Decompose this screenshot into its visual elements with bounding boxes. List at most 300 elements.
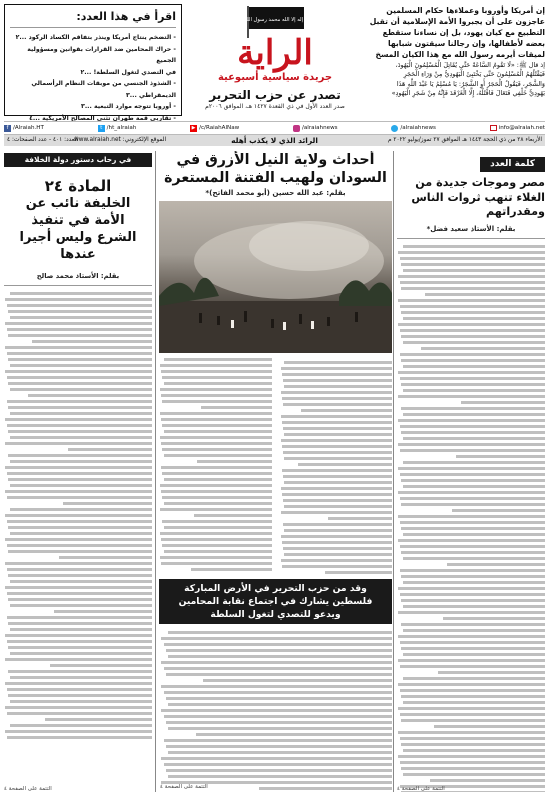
text-line: [398, 275, 545, 278]
text-line: [164, 715, 392, 718]
text-line: [403, 605, 545, 608]
text-line: [401, 623, 545, 626]
text-line: [161, 709, 392, 712]
text-line: [400, 257, 545, 260]
text-line: [164, 382, 272, 385]
text-line: [400, 545, 545, 548]
social-link[interactable]: /alraiahnews: [293, 125, 338, 132]
text-line: [5, 634, 152, 637]
text-line: [161, 394, 271, 397]
text-line: [10, 316, 152, 319]
text-line: [284, 457, 392, 460]
text-line: [161, 418, 271, 421]
text-line: [166, 769, 392, 772]
text-line: [164, 478, 272, 481]
text-line: [161, 538, 271, 541]
text-line: [10, 460, 152, 463]
text-line: [161, 757, 392, 760]
text-line: [438, 671, 545, 674]
text-line: [160, 364, 271, 367]
toc-item: - تقاربي قمة طهران تثني المصالح الأمريكية ...٤: [29, 114, 176, 122]
text-line: [10, 652, 152, 655]
text-line: [8, 598, 152, 601]
text-line: [5, 658, 152, 661]
text-line: [400, 449, 545, 452]
text-line: [403, 653, 545, 656]
text-line: [160, 436, 271, 439]
text-line: [284, 433, 392, 436]
text-line: [164, 691, 392, 694]
text-line: [281, 511, 392, 514]
text-line: [28, 394, 152, 397]
text-line: [282, 493, 392, 496]
text-line: [168, 655, 392, 658]
text-line: [398, 371, 545, 374]
text-line: [7, 520, 152, 523]
text-line: [8, 622, 152, 625]
text-line: [164, 358, 272, 361]
left-byline: بقلم: الأستاذ محمد صالح: [36, 272, 120, 280]
text-line: [191, 568, 272, 571]
toc-list: [10, 32, 176, 124]
text-line: [283, 427, 392, 430]
text-line: [401, 767, 545, 770]
text-line: [284, 529, 392, 532]
text-line: [400, 353, 545, 356]
text-line: [282, 469, 392, 472]
text-line: [401, 407, 545, 410]
text-line: [398, 707, 545, 710]
social-link[interactable]: /alraiahnews: [391, 125, 436, 132]
text-line: [10, 292, 152, 295]
center-article-body: [159, 358, 392, 575]
first-issue: صدر العدد الأول في ذي القعدة ١٤٢٧ هـ، الموافق ٢٠٠٦م: [205, 103, 345, 110]
text-line: [8, 310, 152, 313]
text-line: [403, 485, 545, 488]
text-line: [301, 409, 392, 412]
text-line: [7, 712, 152, 715]
text-line: [59, 556, 152, 559]
text-line: [400, 737, 545, 740]
text-line: [162, 424, 271, 427]
text-line: [281, 559, 392, 562]
text-line: [68, 448, 152, 451]
center-sub-article-body: [159, 628, 392, 792]
text-line: [54, 610, 152, 613]
text-line: [443, 617, 545, 620]
text-line: [400, 569, 545, 572]
text-line: [298, 463, 393, 466]
text-line: [7, 328, 152, 331]
center-byline: بقلم: عبد الله حسين (أبو محمد الفاتح)*: [205, 188, 346, 197]
text-line: [8, 334, 152, 337]
text-line: [10, 532, 152, 535]
text-line: [400, 473, 545, 476]
text-line: [166, 697, 392, 700]
text-line: [63, 502, 152, 505]
text-line: [160, 556, 271, 559]
mail-icon: [490, 125, 497, 131]
text-line: [400, 761, 545, 764]
text-line: [160, 484, 271, 487]
text-line: [7, 304, 152, 307]
intro-text: [340, 5, 545, 60]
text-line: [161, 562, 271, 565]
text-line: [281, 487, 392, 490]
masthead-subtitle: جريدة سياسية أسبوعية: [217, 72, 333, 83]
text-line: [447, 563, 545, 566]
text-line: [161, 370, 271, 373]
text-line: [10, 580, 152, 583]
text-line: [8, 694, 152, 697]
text-line: [161, 637, 392, 640]
text-line: [8, 646, 152, 649]
text-line: [403, 581, 545, 584]
text-line: [403, 413, 545, 416]
text-line: [7, 688, 152, 691]
text-line: [5, 562, 152, 565]
text-line: [5, 490, 152, 493]
section-label: كلمة العدد: [480, 157, 545, 172]
text-line: [284, 553, 392, 556]
text-line: [10, 484, 152, 487]
text-line: [461, 401, 545, 404]
intro-box: [340, 5, 545, 118]
social-link[interactable]: t /ht_alraiah: [98, 125, 137, 132]
text-line: [403, 341, 545, 344]
text-line: [10, 412, 152, 415]
text-line: [400, 665, 545, 668]
text-line: [197, 460, 271, 463]
text-line: [401, 431, 545, 434]
text-line: [401, 503, 545, 506]
text-line: [10, 604, 152, 607]
text-line: [8, 382, 152, 385]
text-line: [162, 544, 271, 547]
masthead: [190, 4, 360, 119]
text-line: [10, 628, 152, 631]
smoke-scene: [159, 201, 392, 353]
text-line: [8, 454, 152, 457]
text-line: [284, 385, 392, 388]
dateline-issue: العدد: ٤٠١ - عدد الصفحات: ٤: [7, 137, 78, 143]
text-line: [10, 364, 152, 367]
text-line: [400, 377, 545, 380]
text-line: [168, 703, 392, 706]
text-line: [284, 361, 392, 364]
text-line: [281, 391, 392, 394]
masthead-title: الراية: [237, 33, 313, 73]
text-line: [10, 436, 152, 439]
text-line: [282, 445, 392, 448]
text-line: [5, 418, 152, 421]
toc-item: - التضخم ينتاج أمريكا وينذر بتفاقم الكساد الركود ...٢: [15, 34, 176, 41]
text-line: [162, 472, 271, 475]
text-line: [282, 373, 392, 376]
text-line: [164, 763, 392, 766]
text-line: [7, 496, 152, 499]
right-column: [397, 151, 545, 792]
center-headline: أحداث ولاية النيل الأزرق في السودان ولهيب الفتنة المستعرة: [164, 152, 387, 186]
text-line: [398, 587, 545, 590]
hadith-text: [340, 61, 545, 99]
text-line: [283, 379, 392, 382]
text-line: [7, 472, 152, 475]
dateline-bar: [4, 135, 545, 146]
social-link[interactable]: f /Alraiah.HT: [4, 125, 44, 132]
text-line: [162, 496, 271, 499]
text-line: [425, 293, 545, 296]
text-line: [284, 481, 392, 484]
text-line: [400, 593, 545, 596]
text-line: [283, 499, 392, 502]
text-line: [401, 383, 545, 386]
text-line: [403, 773, 545, 776]
text-line: [8, 670, 152, 673]
text-line: [7, 424, 152, 427]
text-line: [7, 376, 152, 379]
text-line: [50, 664, 152, 667]
hadith-line: إذ قال ﷺ: «لَا تَقُومُ السَّاعَةُ حَتَّى يُقَاتِلَ الْمُسْلِمُونَ الْيَهُودَ،: [395, 61, 545, 69]
text-line: [8, 526, 152, 529]
text-line: [398, 611, 545, 614]
text-line: [160, 508, 271, 511]
text-line: [168, 751, 392, 754]
text-line: [401, 335, 545, 338]
text-line: [398, 539, 545, 542]
text-line: [281, 367, 392, 370]
text-line: [400, 689, 545, 692]
text-line: [283, 403, 392, 406]
text-line: [398, 755, 545, 758]
text-line: [5, 514, 152, 517]
text-line: [168, 775, 392, 778]
text-line: [32, 340, 152, 343]
text-line: [434, 725, 545, 728]
text-line: [400, 281, 545, 284]
text-line: [403, 557, 545, 560]
text-line: [164, 643, 392, 646]
text-line: [5, 346, 152, 349]
text-line: [8, 358, 152, 361]
text-line: [166, 649, 392, 652]
text-line: [401, 695, 545, 698]
text-line: [282, 421, 392, 424]
text-line: [5, 730, 152, 733]
text-line: [8, 406, 152, 409]
center-sub-box: [159, 579, 392, 624]
text-line: [7, 736, 152, 739]
text-line: [401, 263, 545, 266]
text-line: [398, 323, 545, 326]
text-line: [164, 550, 272, 553]
text-line: [7, 544, 152, 547]
text-line: [401, 719, 545, 722]
text-line: [281, 415, 392, 418]
text-line: [282, 397, 392, 400]
text-line: [259, 787, 392, 790]
right-headline: مصر وموجات جديدة من الغلاء تنهب ثروات الناس ومقدراتهم: [411, 176, 545, 218]
text-line: [400, 521, 545, 524]
intro-line: بعضه لأطفالها، وإن رجالنا سيقتون شبابها: [388, 39, 545, 48]
text-line: [430, 779, 545, 782]
text-line: [5, 466, 152, 469]
center-sub-headline: وقد من حزب التحرير في الأرض المباركة فلسطين يشارك في اجتماع نقابة المحامين ويدعو للتصدي لتغول السلطة: [178, 583, 373, 620]
text-line: [162, 376, 271, 379]
text-line: [10, 724, 152, 727]
text-line: [400, 713, 545, 716]
text-line: [166, 673, 392, 676]
text-line: [203, 679, 392, 682]
text-line: [164, 739, 392, 742]
text-line: [164, 454, 272, 457]
text-line: [164, 430, 272, 433]
text-line: [7, 640, 152, 643]
left-section-label: في رحاب دستور دولة الخلافة: [4, 153, 152, 167]
text-line: [168, 631, 392, 634]
text-line: [160, 412, 271, 415]
text-line: [282, 541, 392, 544]
text-line: [401, 599, 545, 602]
text-line: [403, 461, 545, 464]
text-line: [161, 490, 271, 493]
text-line: [5, 538, 152, 541]
text-line: [283, 475, 392, 478]
youtube-icon: ▶: [191, 124, 196, 131]
left-continue-note: التتمة على الصفحة ٤: [4, 786, 52, 792]
text-line: [166, 721, 392, 724]
dateline-date: الأربعاء ٢٨ من ذي الحجة ١٤٤٣ هـ الموافق ٢٧ تموز/يوليو ٢٠٢٢ م: [387, 137, 542, 143]
text-line: [283, 547, 392, 550]
text-line: [398, 419, 545, 422]
text-line: [281, 439, 392, 442]
text-line: [161, 442, 271, 445]
social-link[interactable]: ▶ /c/RaiahAlNaw: [191, 124, 240, 131]
text-line: [164, 526, 272, 529]
text-line: [398, 251, 545, 254]
dateline-website[interactable]: الموقع الإلكتروني: www.alraiah.net: [74, 137, 167, 143]
text-line: [164, 667, 392, 670]
flag-text: لا إله إلا الله محمد رسول الله: [244, 17, 308, 23]
text-line: [7, 592, 152, 595]
intro-line: التطبيع مع كيان يهود، بل إن نساءنا ستقطع: [382, 28, 545, 37]
twitter-icon: t: [98, 125, 105, 132]
toc-item: - الشذوذ الجنسي من موبقات النظام الرأسمالي الديمقراطي ...٣: [31, 80, 176, 99]
text-line: [168, 727, 392, 730]
text-line: [5, 370, 152, 373]
text-line: [284, 505, 392, 508]
text-line: [398, 515, 545, 518]
text-line: [401, 527, 545, 530]
text-line: [5, 586, 152, 589]
text-line: [401, 479, 545, 482]
text-line: [160, 532, 271, 535]
text-line: [403, 533, 545, 536]
text-line: [8, 478, 152, 481]
intro-line: عاجزون على أن يجبروا الأمة الإسلامية أن تقبل: [369, 17, 545, 26]
right-continue-note: التتمة على الصفحة ٤: [397, 786, 445, 792]
text-line: [403, 701, 545, 704]
text-line: [283, 451, 392, 454]
text-line: [10, 700, 152, 703]
text-line: [5, 682, 152, 685]
text-line: [398, 683, 545, 686]
text-line: [10, 388, 152, 391]
news-photo: [159, 201, 392, 353]
text-line: [400, 329, 545, 332]
text-line: [398, 491, 545, 494]
text-line: [403, 749, 545, 752]
right-byline: بقلم: الأستاذ سعيد فضل*: [426, 224, 516, 233]
text-line: [401, 287, 545, 290]
hadith-line: فَيَقْتُلُهُمُ الْمُسْلِمُونَ حَتَّى يَخْتَبِئَ الْيَهُودِيُّ مِنْ وَرَاءِ الْحَجَرِ: [403, 70, 545, 79]
left-headline: الخليفة نائب عن الأمة في تنفيذ الشرع وليس أجيرا عندها: [19, 196, 137, 262]
text-line: [161, 685, 392, 688]
text-line: [282, 565, 392, 568]
text-line: [401, 575, 545, 578]
text-line: [403, 365, 545, 368]
social-bar: [4, 121, 545, 135]
text-line: [162, 448, 271, 451]
text-line: [400, 425, 545, 428]
toc-item: - حراك المحامين ضد القرارات بقوانين ومسؤولية الجميع: [27, 45, 176, 64]
text-line: [403, 269, 545, 272]
text-line: [45, 718, 152, 721]
text-line: [196, 733, 392, 736]
text-line: [398, 299, 545, 302]
text-line: [400, 305, 545, 308]
text-line: [401, 359, 545, 362]
text-line: [403, 437, 545, 440]
toc-item: - أوروبا تتوجه موارد التبعية ...٣: [81, 103, 176, 110]
text-line: [5, 298, 152, 301]
text-line: [161, 466, 271, 469]
text-line: [5, 706, 152, 709]
right-article-body: [397, 242, 545, 793]
text-line: [8, 550, 152, 553]
text-line: [403, 677, 545, 680]
text-line: [398, 731, 545, 734]
text-line: [398, 659, 545, 662]
text-line: [401, 743, 545, 746]
text-line: [398, 443, 545, 446]
text-line: [281, 535, 392, 538]
text-line: [401, 551, 545, 554]
intro-line: لميقات أيرمه رسول الله مع هذا الكيان المسخ: [375, 50, 545, 59]
toc-title: اقرأ في هذا العدد:: [10, 9, 176, 28]
dateline-motto: الرائد الذي لا يكذب أهله: [231, 136, 318, 145]
text-line: [398, 395, 545, 398]
toc-item: في التصدي لتغول السلطة! ...٢: [80, 68, 176, 76]
publisher: تصدر عن حزب التحرير: [209, 88, 341, 102]
text-line: [421, 347, 545, 350]
text-line: [403, 245, 545, 248]
text-line: [8, 430, 152, 433]
text-line: [201, 406, 272, 409]
email-link[interactable]: info@alraiah.net: [490, 125, 545, 131]
instagram-icon: [293, 125, 300, 132]
text-line: [456, 455, 545, 458]
text-line: [5, 442, 152, 445]
text-line: [161, 661, 392, 664]
text-line: [403, 389, 545, 392]
center-column: [159, 151, 392, 792]
text-line: [10, 508, 152, 511]
toc-box: [4, 4, 182, 122]
text-line: [401, 311, 545, 314]
text-line: [164, 502, 272, 505]
text-line: [7, 568, 152, 571]
